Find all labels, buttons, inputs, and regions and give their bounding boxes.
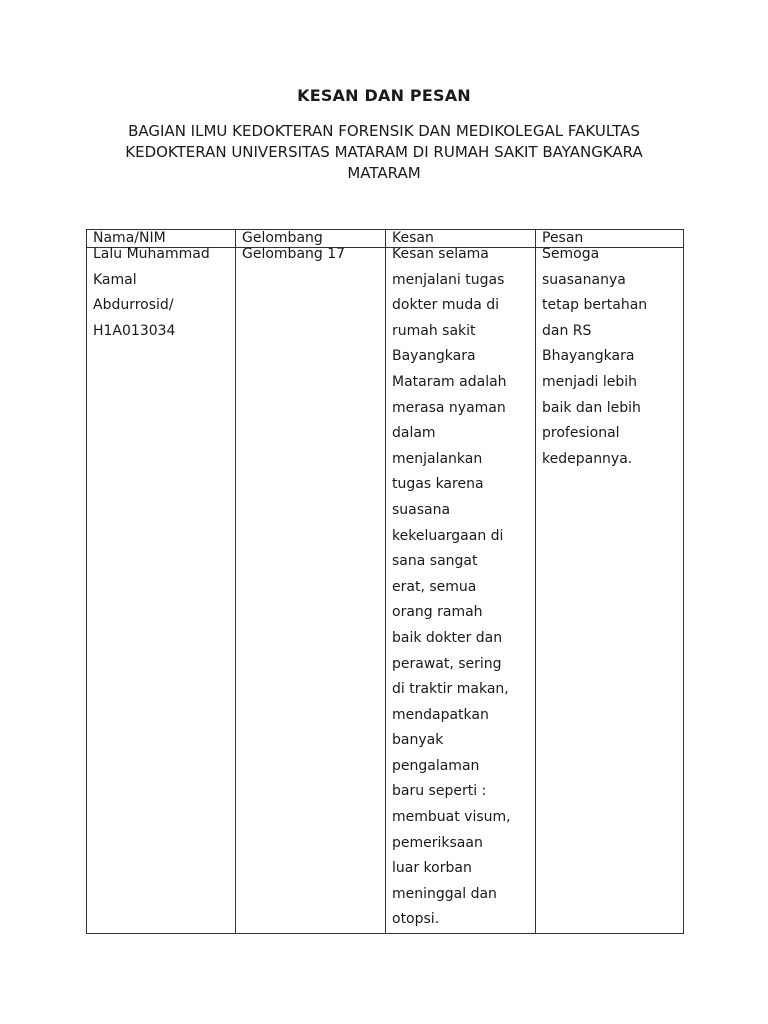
header-nama-nim: Nama/NIM bbox=[87, 230, 236, 248]
pesan-text: Semoga suasananya tetap bertahan dan RS Bhayangkara menjadi lebih baik dan lebih profesional kedepannya. bbox=[542, 246, 648, 467]
subtitle-line-2: KEDOKTERAN UNIVERSITAS MATARAM DI RUMAH SAKIT BAYANGKARA bbox=[125, 143, 643, 161]
document-subtitle bbox=[84, 121, 684, 184]
table-row bbox=[87, 248, 684, 934]
header-kesan: Kesan bbox=[386, 230, 536, 248]
cell-nama-nim bbox=[87, 248, 236, 934]
kesan-pesan-table bbox=[86, 229, 684, 934]
nama-nim-text: Lalu Muhammad Kamal Abdurrosid/ H1A013034 bbox=[93, 246, 210, 339]
gelombang-text: Gelombang 17 bbox=[242, 246, 346, 262]
header-gelombang: Gelombang bbox=[236, 230, 386, 248]
document-title: KESAN DAN PESAN bbox=[297, 86, 471, 105]
header-pesan: Pesan bbox=[536, 230, 684, 248]
kesan-text: Kesan selama menjalani tugas dokter muda di rumah sakit Bayangkara Mataram adalah merasa nyaman dalam menjalankan tugas karena suasana kekeluargaan di sana sangat erat, semua orang ramah baik dokter dan perawat, sering di traktir makan, mendapatkan banyak pengalaman baru seperti : membuat visum, pemeriksaan luar korban meninggal dan otopsi. bbox=[392, 246, 511, 928]
subtitle-line-1: BAGIAN ILMU KEDOKTERAN FORENSIK DAN MEDIKOLEGAL FAKULTAS bbox=[128, 122, 640, 140]
cell-pesan bbox=[536, 248, 684, 934]
cell-gelombang bbox=[236, 248, 386, 934]
cell-kesan bbox=[386, 248, 536, 934]
subtitle-line-3: MATARAM bbox=[347, 164, 421, 182]
